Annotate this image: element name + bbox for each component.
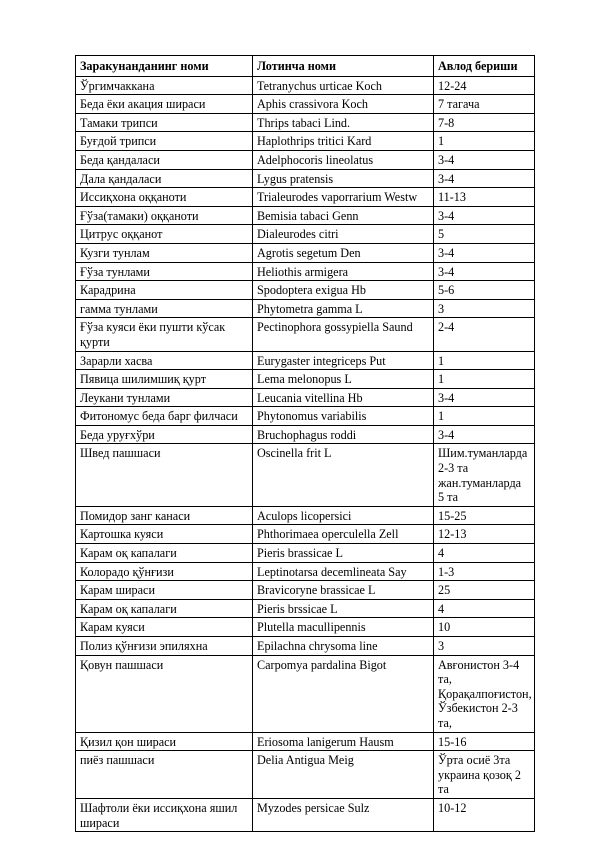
cell-latin-name: Pieris brassicae L (253, 544, 434, 563)
cell-pest-name: Карадрина (76, 281, 253, 300)
cell-pest-name: Цитрус оққанот (76, 225, 253, 244)
cell-latin-name: Haplothrips tritici Kard (253, 132, 434, 151)
cell-latin-name: Leptinotarsa decemlineata Say (253, 562, 434, 581)
header-generations: Авлод бериши (434, 56, 535, 77)
table-row (76, 581, 535, 600)
table-row (76, 425, 535, 444)
cell-generations: 4 (434, 544, 535, 563)
cell-latin-name: Adelphocoris lineolatus (253, 150, 434, 169)
table-row (76, 351, 535, 370)
table-row (76, 544, 535, 563)
table-row (76, 281, 535, 300)
cell-generations: 3-4 (434, 169, 535, 188)
cell-latin-name: Thrips tabaci Lind. (253, 113, 434, 132)
cell-latin-name: Lema melonopus L (253, 370, 434, 389)
cell-latin-name: Bruchophagus roddi (253, 425, 434, 444)
table-row (76, 562, 535, 581)
cell-generations: 3-4 (434, 150, 535, 169)
cell-latin-name: Myzodes persicae Sulz (253, 798, 434, 831)
cell-pest-name: Зарарли хасва (76, 351, 253, 370)
cell-generations: 3-4 (434, 243, 535, 262)
cell-generations: 3-4 (434, 425, 535, 444)
table-row (76, 388, 535, 407)
cell-generations: 4 (434, 599, 535, 618)
cell-latin-name: Carpomya pardalina Bigot (253, 655, 434, 732)
cell-pest-name: Картошка куяси (76, 525, 253, 544)
cell-pest-name: Карам куяси (76, 618, 253, 637)
cell-generations: 10 (434, 618, 535, 637)
cell-latin-name: Bravicoryne brassicae L (253, 581, 434, 600)
cell-generations: 1 (434, 370, 535, 389)
pest-table (75, 55, 535, 832)
cell-pest-name: гамма тунлами (76, 299, 253, 318)
table-row (76, 525, 535, 544)
cell-latin-name: Eurygaster integriceps Put (253, 351, 434, 370)
cell-latin-name: Phytonomus variabilis (253, 407, 434, 426)
header-row (76, 56, 535, 77)
cell-latin-name: Spodoptera exigua Hb (253, 281, 434, 300)
cell-latin-name: Pieris brssicae L (253, 599, 434, 618)
cell-generations: 3-4 (434, 388, 535, 407)
cell-pest-name: пиёз пашшаси (76, 751, 253, 799)
table-row (76, 318, 535, 351)
cell-generations: 7-8 (434, 113, 535, 132)
cell-generations: 7 тагача (434, 95, 535, 114)
table-row (76, 188, 535, 207)
cell-pest-name: Иссиқхона оққаноти (76, 188, 253, 207)
table-row (76, 370, 535, 389)
table-row (76, 113, 535, 132)
table-row (76, 444, 535, 506)
cell-generations: 15-16 (434, 732, 535, 751)
cell-latin-name: Aculops licopersici (253, 506, 434, 525)
cell-generations: Ўрта осиё 3та украина қозоқ 2 та (434, 751, 535, 799)
cell-pest-name: Тамаки трипси (76, 113, 253, 132)
table-row (76, 169, 535, 188)
cell-generations: 15-25 (434, 506, 535, 525)
cell-generations: 5-6 (434, 281, 535, 300)
cell-pest-name: Қовун пашшаси (76, 655, 253, 732)
table-row (76, 225, 535, 244)
cell-pest-name: Беда қандаласи (76, 150, 253, 169)
table-body (76, 76, 535, 832)
cell-pest-name: Швед пашшаси (76, 444, 253, 506)
cell-latin-name: Heliothis armigera (253, 262, 434, 281)
cell-generations: 1 (434, 407, 535, 426)
cell-pest-name: Помидор занг канаси (76, 506, 253, 525)
table-row (76, 618, 535, 637)
cell-generations: Шим.туманларда 2-3 та жан.туманларда 5 та (434, 444, 535, 506)
cell-latin-name: Plutella macullipennis (253, 618, 434, 637)
cell-generations: 3-4 (434, 262, 535, 281)
cell-pest-name: Колорадо қўнғизи (76, 562, 253, 581)
cell-pest-name: Леукани тунлами (76, 388, 253, 407)
table-row (76, 206, 535, 225)
cell-pest-name: Фитономус беда барг филчаси (76, 407, 253, 426)
header-latin-name: Лотинча номи (253, 56, 434, 77)
table-row (76, 599, 535, 618)
cell-generations: 1-3 (434, 562, 535, 581)
header-pest-name: Заракунанданинг номи (76, 56, 253, 77)
cell-pest-name: Беда ёки акация шираси (76, 95, 253, 114)
cell-latin-name: Epilachna chrysoma line (253, 637, 434, 656)
cell-generations: Авғонистон 3-4 та, Қорақалпоғистон, Ўзбекистон 2-3 та, (434, 655, 535, 732)
cell-latin-name: Tetranychus urticae Koch (253, 76, 434, 95)
cell-pest-name: Кузги тунлам (76, 243, 253, 262)
table-row (76, 299, 535, 318)
cell-latin-name: Dialeurodes citri (253, 225, 434, 244)
cell-pest-name: Ғўза куяси ёки пушти кўсак қурти (76, 318, 253, 351)
cell-latin-name: Trialeurodes vaporrarium Westw (253, 188, 434, 207)
cell-generations: 25 (434, 581, 535, 600)
cell-pest-name: Шафтоли ёки иссиқхона яшил шираси (76, 798, 253, 831)
cell-generations: 3 (434, 637, 535, 656)
table-row (76, 655, 535, 732)
cell-latin-name: Delia Antigua Meig (253, 751, 434, 799)
cell-pest-name: Буғдой трипси (76, 132, 253, 151)
cell-generations: 3 (434, 299, 535, 318)
table-row (76, 637, 535, 656)
cell-latin-name: Phthorimaea operculella Zell (253, 525, 434, 544)
cell-generations: 1 (434, 351, 535, 370)
cell-latin-name: Bemisia tabaci Genn (253, 206, 434, 225)
cell-pest-name: Полиз қўнғизи эпиляхна (76, 637, 253, 656)
cell-pest-name: Ўргимчаккана (76, 76, 253, 95)
table-row (76, 132, 535, 151)
cell-generations: 5 (434, 225, 535, 244)
cell-latin-name: Phytometra gamma L (253, 299, 434, 318)
cell-pest-name: Қизил қон шираси (76, 732, 253, 751)
table-row (76, 243, 535, 262)
table-row (76, 262, 535, 281)
cell-latin-name: Eriosoma lanigerum Hausm (253, 732, 434, 751)
cell-pest-name: Ғўза(тамаки) оққаноти (76, 206, 253, 225)
cell-pest-name: Карам оқ капалаги (76, 599, 253, 618)
table-row (76, 732, 535, 751)
cell-pest-name: Пявица шилимшиқ қурт (76, 370, 253, 389)
table-row (76, 76, 535, 95)
cell-latin-name: Aphis crassivora Koch (253, 95, 434, 114)
cell-generations: 11-13 (434, 188, 535, 207)
table-row (76, 150, 535, 169)
table-row (76, 798, 535, 831)
table-row (76, 751, 535, 799)
cell-generations: 12-13 (434, 525, 535, 544)
cell-latin-name: Agrotis segetum Den (253, 243, 434, 262)
cell-pest-name: Дала қандаласи (76, 169, 253, 188)
cell-pest-name: Карам оқ капалаги (76, 544, 253, 563)
cell-generations: 3-4 (434, 206, 535, 225)
cell-generations: 1 (434, 132, 535, 151)
cell-latin-name: Oscinella frit L (253, 444, 434, 506)
cell-latin-name: Pectinophora gossypiella Saund (253, 318, 434, 351)
cell-latin-name: Lygus pratensis (253, 169, 434, 188)
table-row (76, 95, 535, 114)
cell-generations: 12-24 (434, 76, 535, 95)
cell-generations: 10-12 (434, 798, 535, 831)
cell-generations: 2-4 (434, 318, 535, 351)
table-row (76, 506, 535, 525)
cell-pest-name: Карам шираси (76, 581, 253, 600)
cell-pest-name: Ғўза тунлами (76, 262, 253, 281)
cell-latin-name: Leucania vitellina Hb (253, 388, 434, 407)
cell-pest-name: Беда уруғхўри (76, 425, 253, 444)
table-row (76, 407, 535, 426)
